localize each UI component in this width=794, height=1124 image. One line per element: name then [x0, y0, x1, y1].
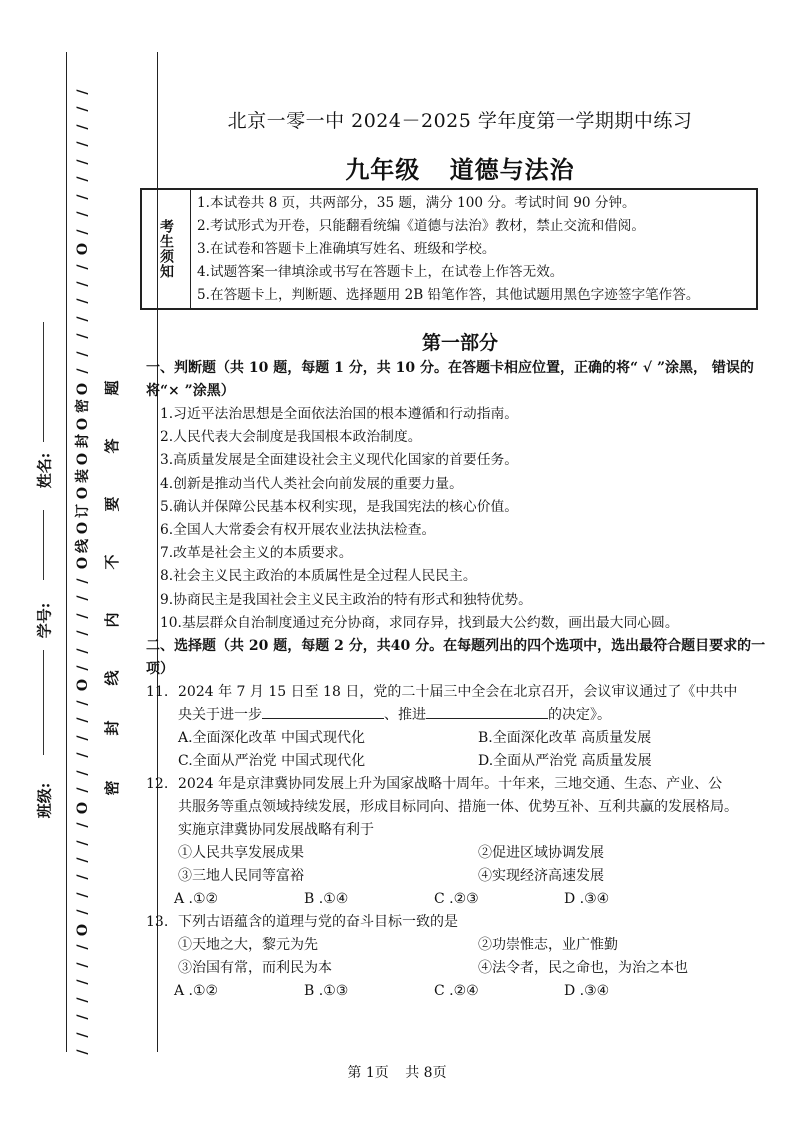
option-d: D.全面从严治党 高质量发展	[478, 753, 652, 770]
question-13	[146, 911, 786, 934]
multiple-choice-heading: 二、选择题（共 20 题，每题 2 分，共40 分。在每题列出的四个选项中，选出最符合题目要求的一项）	[146, 638, 766, 678]
question-stem: 2024 年 7 月 15 日至 18 日，党的二十届三中全会在北京召开，会议审议通过了《中共中	[178, 684, 738, 701]
name-writing-line	[43, 322, 44, 442]
tf-item: 8.社会主义民主政治的本质属性是全过程人民民主。	[160, 568, 477, 585]
seal-slash-mark: /	[75, 822, 91, 828]
seal-slash-mark: /	[75, 316, 91, 322]
statement-item: ④实现经济高速发展	[478, 868, 604, 885]
class-field[interactable]	[20, 770, 60, 850]
tf-item: 6.全国人大常委会有权开展农业法执法检查。	[160, 522, 436, 539]
seal-slash-mark: /	[75, 979, 91, 985]
subject-label: 道德与法治	[449, 155, 575, 184]
question-11-stem-line	[146, 704, 786, 727]
seal-slash-mark: O	[75, 417, 91, 430]
question-11-options	[146, 727, 786, 773]
seal-line-char: /	[75, 700, 91, 706]
seal-slash-mark: /	[75, 159, 91, 165]
notice-item: 5.在答题卡上，判断题、选择题用 2B 铅笔作答，其他试题用黑色字迹签字笔作答。	[197, 287, 700, 303]
notice-label: 考生须知	[158, 219, 174, 279]
question-13-items	[146, 934, 786, 980]
class-label: 班级:	[35, 782, 54, 819]
seal-slash-mark: /	[75, 351, 91, 357]
seal-slash-mark: /	[75, 1031, 91, 1038]
seal-slash-mark: /	[75, 1049, 91, 1055]
seal-slash-mark: O	[75, 801, 91, 814]
tf-item: 10.基层群众自治制度通过充分协商，求同存异，找到最大公约数，画出最大同心圆。	[160, 614, 679, 631]
seal-slash-mark: /	[75, 839, 91, 846]
seal-slash-mark: /	[75, 229, 91, 235]
seal-slash-mark: O	[75, 557, 91, 570]
binding-hole-mark: /	[75, 578, 91, 584]
seal-slash-mark: /	[75, 787, 91, 793]
seal-slash-mark: 密	[75, 399, 91, 414]
seal-notice-char: 内	[103, 612, 121, 628]
true-false-heading: 一、判断题（共 10 题，每题 1 分，共 10 分。在答题卡相应位置，正确的将“ √ ”涂黑， 错误的将“× ”涂黑）	[146, 360, 754, 399]
exam-title: 北京一零一中 2024－2025 学年度第一学期期中练习	[227, 110, 693, 132]
seal-slash-mark: /	[75, 944, 91, 950]
question-stem-line: 实施京津冀协同发展战略有利于	[178, 822, 374, 839]
page-footer	[0, 1062, 794, 1082]
binding-line-outer	[66, 52, 67, 1052]
tf-item: 2.人民代表大会制度是我国根本政治制度。	[160, 429, 422, 446]
binding-hole-mark: /	[75, 647, 91, 654]
question-number: 12.	[146, 776, 169, 793]
tf-item: 9.协商民主是我国社会主义民主政治的特有形式和独特优势。	[160, 591, 532, 608]
option-c: C.全面从严治党 中国式现代化	[178, 753, 366, 770]
statement-item: ④法令者，民之命也，为治之本也	[478, 960, 688, 977]
binding-hole-mark: O	[75, 679, 91, 692]
question-12-items	[146, 842, 786, 888]
question-12-options	[146, 888, 786, 911]
statement-item: ①天地之大，黎元为先	[178, 937, 318, 954]
tf-item: 7.改革是社会主义的本质要求。	[160, 545, 353, 562]
binding-hole-mark: /	[75, 613, 91, 619]
seal-slash-mark: O	[75, 382, 91, 395]
seal-notice-char: 封	[103, 720, 121, 736]
seal-notice-char: 答	[103, 438, 121, 454]
seal-notice-char: 线	[103, 670, 121, 686]
option-a: A .①②	[174, 891, 219, 908]
option-b: B.全面深化改革 高质量发展	[478, 730, 652, 747]
class-writing-line	[43, 650, 44, 755]
part-one-title: 第一部分	[421, 332, 498, 354]
exam-subtitle	[140, 150, 780, 185]
answer-blank	[426, 704, 548, 719]
binding-hole-mark: /	[75, 333, 91, 339]
option-b: B .①③	[304, 983, 349, 1000]
statement-item: ③治国有常，而利民为本	[178, 960, 332, 977]
option-c: C .②③	[434, 891, 479, 908]
seal-slash-mark: O	[75, 522, 91, 535]
binding-hole-mark: /	[75, 717, 91, 723]
option-d: D .③④	[564, 891, 610, 908]
seal-slash-mark: /	[75, 263, 91, 270]
seal-slash-mark: /	[75, 298, 91, 305]
seal-slash-mark: /	[75, 141, 91, 147]
notice-item: 4.试题答案一律填涂或书写在答题卡上，在试卷上作答无效。	[197, 264, 564, 280]
seal-slash-mark: /	[75, 106, 91, 113]
stem-text: 、推进	[384, 707, 426, 724]
seal-line-char: /	[75, 665, 91, 671]
seal-slash-mark: /	[75, 281, 91, 287]
seal-notice-char: 不	[103, 554, 121, 570]
seal-slash-mark: /	[75, 962, 91, 968]
question-stem: 下列古语蕴含的道理与党的奋斗目标一致的是	[178, 914, 458, 931]
tf-item: 1.习近平法治思想是全面依法治国的根本遵循和行动指南。	[160, 406, 519, 422]
option-d: D .③④	[564, 983, 610, 1000]
exam-notice-box	[140, 188, 758, 310]
statement-item: ②功崇惟志，业广惟勤	[478, 937, 618, 954]
name-label: 姓名:	[35, 452, 54, 489]
seal-slash-mark: 线	[75, 538, 91, 553]
tf-item: 4.创新是推动当代人类社会向前发展的重要力量。	[160, 475, 463, 492]
seal-slash-mark: /	[75, 194, 91, 200]
page-total: 共 8页	[405, 1065, 447, 1081]
true-false-section	[146, 357, 786, 1003]
question-12	[146, 773, 786, 796]
seal-slash-mark: O	[75, 242, 91, 256]
tf-item: 5.确认并保障公民基本权利实现，是我国宪法的核心价值。	[160, 498, 519, 515]
stem-text: 的决定》。	[548, 707, 611, 724]
notice-item: 3.在试卷和答题卡上准确填写姓名、班级和学校。	[197, 241, 496, 257]
question-11	[146, 681, 786, 704]
grade-label: 九年级	[345, 155, 421, 184]
option-b: B .①④	[304, 891, 349, 908]
statement-item: ②促进区域协调发展	[478, 845, 604, 862]
seal-notice-char: 题	[103, 380, 121, 396]
binding-hole-mark: /	[75, 892, 91, 898]
page-number: 第 1页	[347, 1065, 389, 1081]
answer-blank	[262, 704, 384, 719]
question-number: 11.	[146, 684, 169, 701]
question-stem-line: 共服务等重点领域持续发展，形成目标同向、措施一体、优势互补、互利共赢的发展格局。	[178, 799, 738, 816]
statement-item: ③三地人民同等富裕	[178, 868, 304, 885]
notice-items	[191, 190, 756, 308]
seal-slash-mark: /	[75, 874, 91, 881]
question-number: 13.	[146, 914, 169, 931]
stem-text: 央关于进一步	[178, 707, 262, 724]
seal-slash-mark: /	[75, 997, 91, 1003]
seal-slash-mark: 装	[75, 469, 91, 483]
statement-item: ①人民共享发展成果	[178, 845, 304, 862]
seal-slash-mark: /	[75, 89, 91, 95]
seal-line-char: /	[75, 595, 91, 601]
student-id-label: 学号:	[35, 602, 54, 639]
notice-item: 1.本试卷共 8 页，共两部分，35 题，满分 100 分。考试时间 90 分钟。	[197, 195, 636, 211]
student-id-writing-line	[43, 510, 44, 580]
seal-notice-char: 要	[103, 496, 121, 512]
binding-hole-mark: O	[75, 452, 91, 465]
question-stem: 2024 年是京津冀协同发展上升为国家战略十周年。十年来，三地交通、生态、产业、公	[178, 776, 723, 793]
notice-item: 2.考试形式为开卷，只能翻看统编《道德与法治》教材，禁止交流和借阅。	[197, 218, 645, 234]
binding-hole-mark: /	[75, 211, 91, 217]
name-field[interactable]	[20, 440, 60, 600]
option-c: C .②④	[434, 983, 479, 1000]
seal-slash-mark: /	[75, 909, 91, 915]
seal-slash-mark: /	[75, 176, 91, 182]
seal-slash-mark: /	[75, 770, 91, 776]
seal-slash-mark: /	[75, 124, 91, 130]
seal-slash-mark: /	[75, 368, 91, 374]
tf-item: 3.高质量发展是全面建设社会主义现代化国家的首要任务。	[160, 452, 519, 469]
option-a: A .①②	[174, 983, 219, 1000]
seal-slash-mark: O	[75, 923, 91, 936]
seal-slash-mark: O	[75, 487, 91, 500]
seal-slash-mark: /	[75, 1014, 91, 1020]
seal-slash-mark: 封	[75, 434, 91, 449]
notice-label-cell	[142, 190, 191, 308]
option-a: A.全面深化改革 中国式现代化	[178, 730, 366, 747]
seal-slash-mark: 订	[75, 503, 91, 518]
seal-line-char: /	[75, 630, 91, 636]
seal-slash-mark: /	[75, 857, 91, 863]
binding-margin	[0, 0, 160, 1124]
exam-page	[140, 0, 780, 1124]
binding-hole-mark: /	[75, 752, 91, 758]
question-13-options	[146, 980, 786, 1003]
seal-notice-char: 密	[103, 780, 121, 796]
true-false-list	[146, 403, 786, 635]
seal-line-char: /	[75, 735, 91, 741]
student-id-field[interactable]	[20, 590, 60, 730]
